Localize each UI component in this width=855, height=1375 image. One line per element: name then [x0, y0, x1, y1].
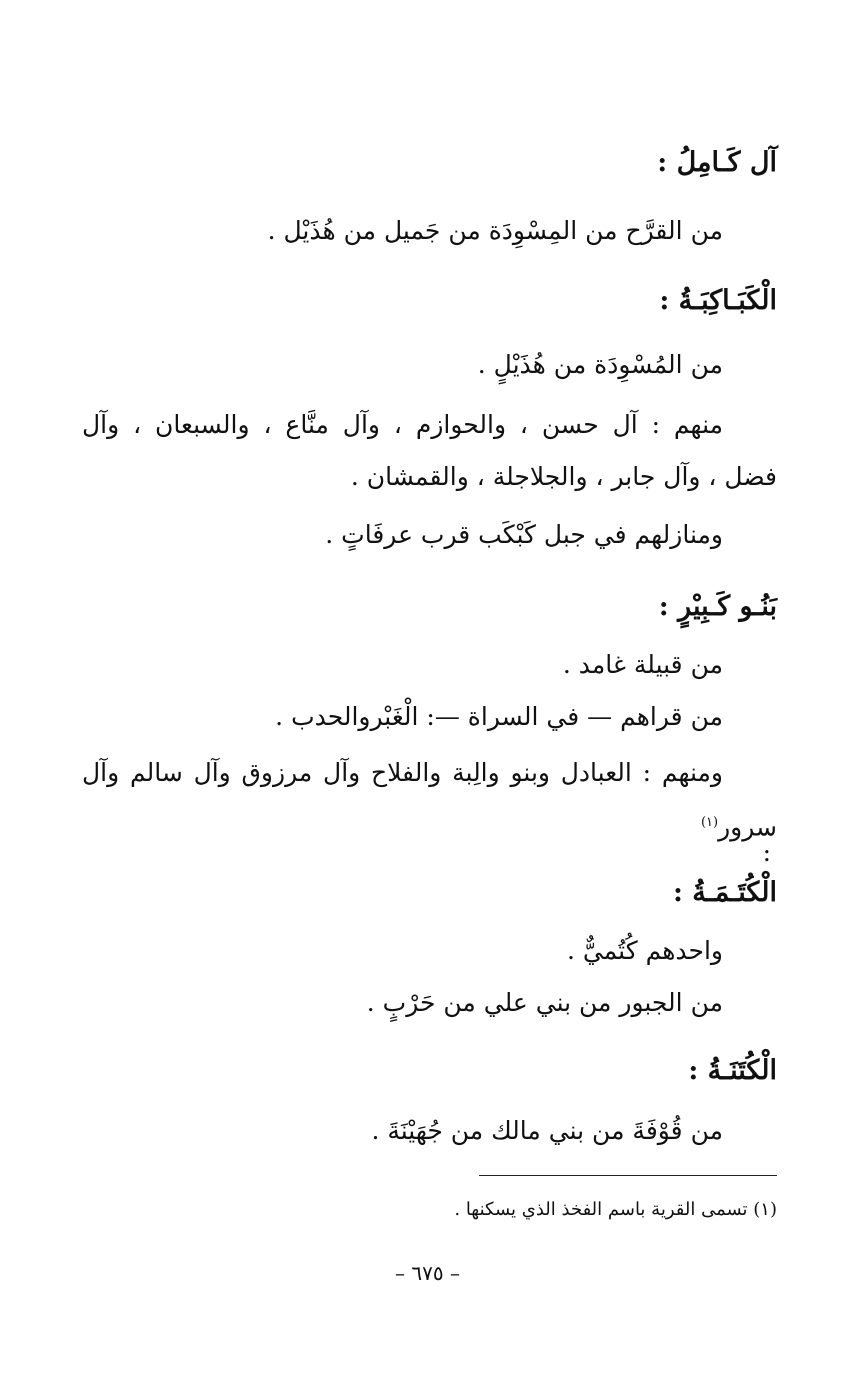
- entry-line: من قراهم — في السراة —: الْغَبْروالحدب .: [275, 702, 723, 731]
- entry-line-text: سرور: [718, 812, 777, 842]
- entry-heading-al-kutama: الْكُتَـمَـةُ :: [672, 877, 777, 908]
- entry-heading-al-kamil: آل كَـامِلُ :: [657, 147, 777, 178]
- entry-line: ومنازلهم في جبل كَبْكَب قرب عرفَاتٍ .: [325, 520, 723, 549]
- entry-line: من المُسْوِدَة من هُذَيْلٍ .: [477, 350, 723, 379]
- entry-heading-al-kabakiba: الْكَبَـاكِبَـةُ :: [659, 285, 777, 316]
- entry-line: من قبيلة غامد .: [562, 650, 723, 679]
- entry-line: من قُوْفَةَ من بني مالك من جُهَيْنَةَ .: [371, 1116, 723, 1145]
- footnote-reference: (١): [700, 815, 719, 830]
- entry-line: منهم : آل حسن ، والحوازم ، وآل منَّاع ، والسبعان ، وآل: [82, 410, 723, 439]
- footnote: (١) تسمى القرية باسم الفخذ الذي يسكنها .: [454, 1199, 777, 1220]
- entry-line: ومنهم : العبادل وبنو والِبة والفلاح وآل مرزوق وآل سالم وآل: [82, 758, 723, 787]
- footnote-separator: [479, 1175, 777, 1176]
- entry-line-colon: :: [762, 838, 771, 867]
- entry-line: من الجبور من بني علي من حَرْبٍ .: [366, 988, 723, 1017]
- entry-heading-al-kutana: الْكُتَنَـةُ :: [688, 1055, 777, 1086]
- entry-line: فضل ، وآل جابر ، والجلاجلة ، والقمشان .: [350, 462, 777, 491]
- entry-line: من القرَّح من المِسْوِدَة من جَميل من هُذَيْل .: [267, 216, 723, 245]
- entry-line: واحدهم كُتُميٌّ .: [567, 936, 723, 965]
- entry-heading-banu-kabir: بَنُـو كَـبِيْرٍ :: [658, 591, 777, 622]
- page-number: – ٦٧٥ –: [395, 1261, 460, 1285]
